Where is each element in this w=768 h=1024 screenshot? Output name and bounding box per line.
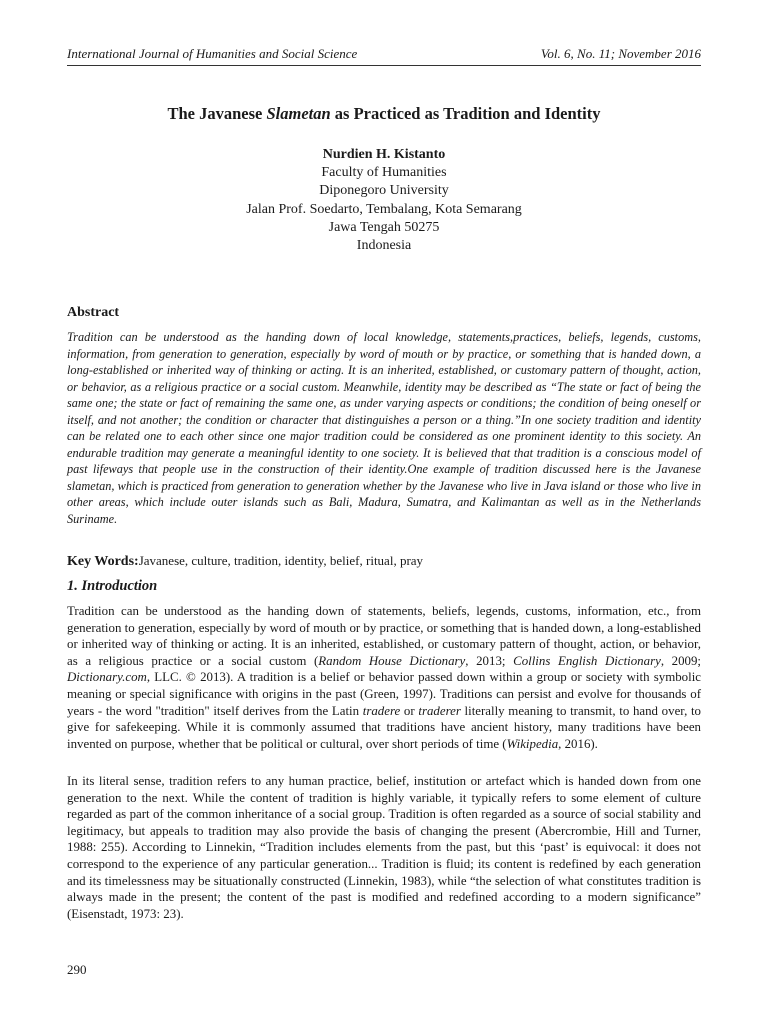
title-part-after: as Practiced as Tradition and Identity — [330, 104, 601, 123]
keywords — [67, 552, 701, 570]
volume-issue: Vol. 6, No. 11; November 2016 — [540, 46, 701, 61]
abstract-heading: Abstract — [67, 305, 120, 320]
paragraph-text: , 2013; — [465, 653, 514, 668]
paragraph-text: Tradition can be understood as the handing down of statements, beliefs, legends, customs, information, etc., from generation to generation, especially by word of mouth or by practice, or something that is handed down, a long-established or inherited way of thinking or acting. It is an inherited, established, or customary pattern of thought, action, or behavior, as a religious practice or a social custom ( — [67, 604, 701, 668]
paragraph-text: , 2016). — [558, 736, 598, 751]
body-paragraph — [67, 773, 701, 922]
author-street: Jalan Prof. Soedarto, Tembalang, Kota Semarang — [246, 201, 522, 217]
paragraph-text: , 2009; — [660, 653, 702, 668]
italic-citation: Random House Dictionary — [318, 653, 466, 668]
page-number: 290 — [67, 962, 87, 977]
italic-citation: Wikipedia — [506, 736, 559, 751]
running-header — [67, 45, 701, 66]
author-country: Indonesia — [356, 238, 412, 254]
paragraph-text: or — [400, 703, 419, 718]
italic-citation: Dictionary.com — [67, 670, 147, 685]
keywords-label: Key Words: — [67, 554, 139, 569]
italic-citation: tradere — [362, 703, 401, 718]
author-name: Nurdien H. Kistanto — [322, 147, 446, 162]
paragraph-text: , LLC. © 2013). A tradition is a belief or behavior passed down within a group or society with symbolic meaning or special significance with origins in the past (Green, 1997). Traditions can persist and evolve for thousands of years - the word "tradition" itself derives from the Latin — [67, 670, 701, 718]
body-paragraph — [67, 603, 701, 752]
italic-citation: traderer — [418, 703, 461, 718]
italic-citation: Collins English Dictionary — [513, 653, 661, 668]
author-faculty: Faculty of Humanities — [321, 165, 447, 181]
keywords-text: Javanese, culture, tradition, identity, belief, ritual, pray — [138, 553, 424, 568]
section-heading-introduction: 1. Introduction — [67, 578, 158, 594]
paragraph-text: literally meaning to transmit, to hand over, to give for safekeeping. While it is commonly assumed that traditions have ancient history, many traditions have been invented on purpose, whether that be political or cultural, over short periods of time ( — [67, 703, 702, 751]
journal-page — [67, 0, 701, 1024]
paragraph-text: In its literal sense, tradition refers to any human practice, belief, institution or artefact which is handed down from one generation to the next. While the content of tradition is highly variable, it typically refers to some element of culture regarded as part of the common inheritance of a social group. Tradition is often regarded as a source of social stability and legitimacy, but appeals to tradition may also provide the basis of changing the present (Abercrombie, Hill and Turner, 1988: 255). According to Linnekin, “Tradition includes elements from the past, but this ‘past’ is equivocal: it does not correspond to the experience of any particular generation... Tradition is fluid; its content is redefined by each generation and its timelessness may be situationally constructed (Linnekin, 1983), while “the selection of what constitutes tradition is always made in the present; the content of the past is modified and redefined according to a modern significance” (Eisenstadt, 1973: 23). — [67, 774, 701, 921]
title-part-italic: Slametan — [266, 104, 331, 123]
title-part-before: The Javanese — [167, 104, 267, 123]
author-block — [67, 146, 701, 255]
author-university: Diponegoro University — [319, 183, 449, 199]
abstract-text: Tradition can be understood as the handing down of local knowledge, statements,practices, beliefs, legends, customs, information, from generation to generation, especially by word of mouth or by practice, or something that is handed down, a long-established or inherited way of thinking or acting. It is an inherited, established, or customary pattern of thought, action, or behavior, as a religious practice or a social custom. Meanwhile, identity may be described as “The state or fact of being the same one; the state or fact of remaining the same one, as under varying aspects or conditions; the condition of being oneself or itself, and not another; the condition or character that distinguishes a person or a thing.”In one society tradition and identity can be related one to each other since one major tradition could be considered as one prominent identity to this society. An endurable tradition may generate a meaningful identity to one society. It is believed that that tradition is a conscious model of past lifeways that people use in the construction of their identity.One example of tradition discussed here is the Javanese slametan, which is practiced from generation to generation whether by the Javanese who live in Java island or those who live in other areas, which include outer islands such as Bali, Madura, Sumatra, and Kalimantan as well as in the Netherlands Suriname. — [67, 330, 701, 527]
author-region: Jawa Tengah 50275 — [328, 219, 440, 235]
journal-name: International Journal of Humanities and Social Science — [67, 46, 358, 61]
paper-title — [67, 104, 701, 124]
